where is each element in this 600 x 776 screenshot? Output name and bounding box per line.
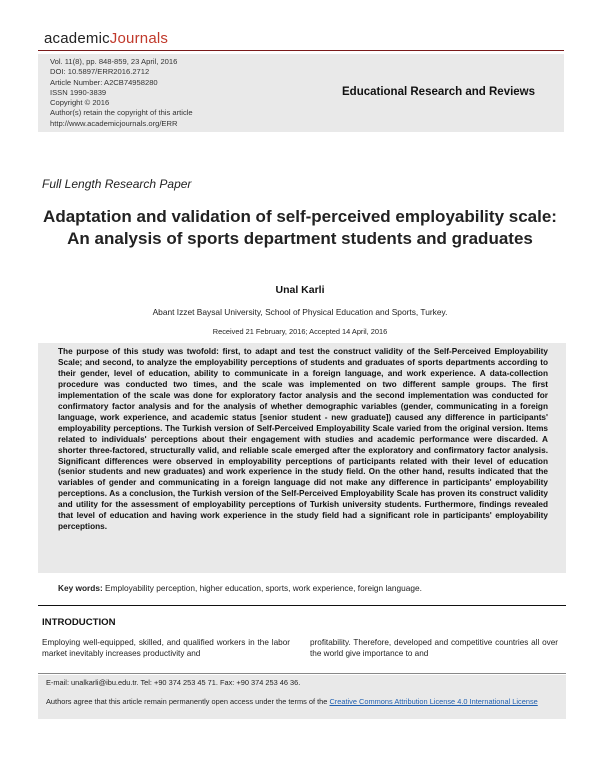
introduction-heading: INTRODUCTION: [42, 617, 116, 628]
meta-copyright: Copyright © 2016: [50, 98, 110, 108]
paper-type: Full Length Research Paper: [42, 177, 192, 191]
license-text: Authors agree that this article remain permanently open access under the terms of the: [46, 697, 328, 706]
paper-title: Adaptation and validation of self-perceived employability scale: An analysis of sports department students and graduates: [43, 207, 557, 248]
meta-volume: Vol. 11(8), pp. 848-859, 23 April, 2016: [50, 57, 178, 66]
logo-text-academic: academic: [44, 30, 110, 47]
meta-journal-url[interactable]: http://www.academicjournals.org/ERR: [50, 118, 178, 128]
header-rule: [38, 50, 564, 51]
paper-author: Unal Karli: [275, 284, 325, 296]
meta-author-rights: Author(s) retain the copyright of this article: [50, 108, 193, 118]
intro-column-right: profitability. Therefore, developed and competitive countries all over the world give importance to and: [310, 638, 558, 658]
corresponding-email: E-mail: unalkarli@ibu.edu.tr. Tel: +90 374 253 45 71. Fax: +90 374 253 46 36.: [46, 678, 301, 687]
footer-rule: [38, 673, 566, 674]
keywords-label: Key words:: [58, 583, 103, 593]
meta-doi: DOI: 10.5897/ERR2016.2712: [50, 67, 150, 77]
publisher-logo: [44, 30, 168, 47]
license-note: [46, 697, 556, 707]
keywords: [58, 583, 558, 593]
intro-column-left: Employing well-equipped, skilled, and qualified workers in the labor market inevitably increases productivity and: [42, 638, 290, 658]
keywords-rule: [38, 605, 566, 606]
keywords-text: Employability perception, higher education, sports, work experience, foreign language.: [105, 583, 422, 593]
meta-article-number: Article Number: A2CB74958280: [50, 77, 158, 87]
author-affiliation: Abant Izzet Baysal University, School of Physical Education and Sports, Turkey.: [152, 307, 448, 317]
journal-name: Educational Research and Reviews: [342, 86, 536, 98]
meta-issn: ISSN 1990-3839: [50, 87, 107, 97]
received-dates: Received 21 February, 2016; Accepted 14 April, 2016: [212, 327, 388, 336]
license-link[interactable]: Creative Commons Attribution License 4.0 International License: [329, 697, 538, 706]
article-meta: [50, 57, 193, 129]
abstract-text: The purpose of this study was twofold: first, to adapt and test the construct validity of the Self-Perceived Employability Scale; and second, to analyze the employability perceptions of students and graduates of sports departments according to their gender, level of education, ability to communicate in a foreign language, and work experience. A data-collection procedure was conducted two times, and the scale was implemented on two different sample groups. The first implementation of the scale was done for exploratory factor analysis and the second implementation was conducted for confirmatory factor analysis and for the analysis of whether demographic variables (gender, communicating in a foreign language, work experience, and academic status [senior student - new graduate]) caused any difference in participants' employability perceptions. The Turkish version of Self-Perceived Employability Scale varied from the original version. Items related to individuals' perceptions about their engagement with studies and academic performance were discarded. A shorter three-factored, structurally valid, and reliable scale emerged after the exploratory and confirmatory factor analysis. Significant differences were observed in employability perceptions of participants related with their level of education (senior students and new graduates) and work experience in the study field. On the other hand, results indicated that the variables of gender and communicating in a foreign language did not make any difference in participants' employability perceptions. As a conclusion, the Turkish version of the Self-Perceived Employability Scale has proven its construct validity and utility for the assessment of employability perceptions of Turkish university students. Furthermore, findings revealed that level of education and having work experience in the study field had a significant role in participants' employability perceptions.: [58, 347, 548, 532]
logo-text-journals: Journals: [109, 30, 169, 47]
